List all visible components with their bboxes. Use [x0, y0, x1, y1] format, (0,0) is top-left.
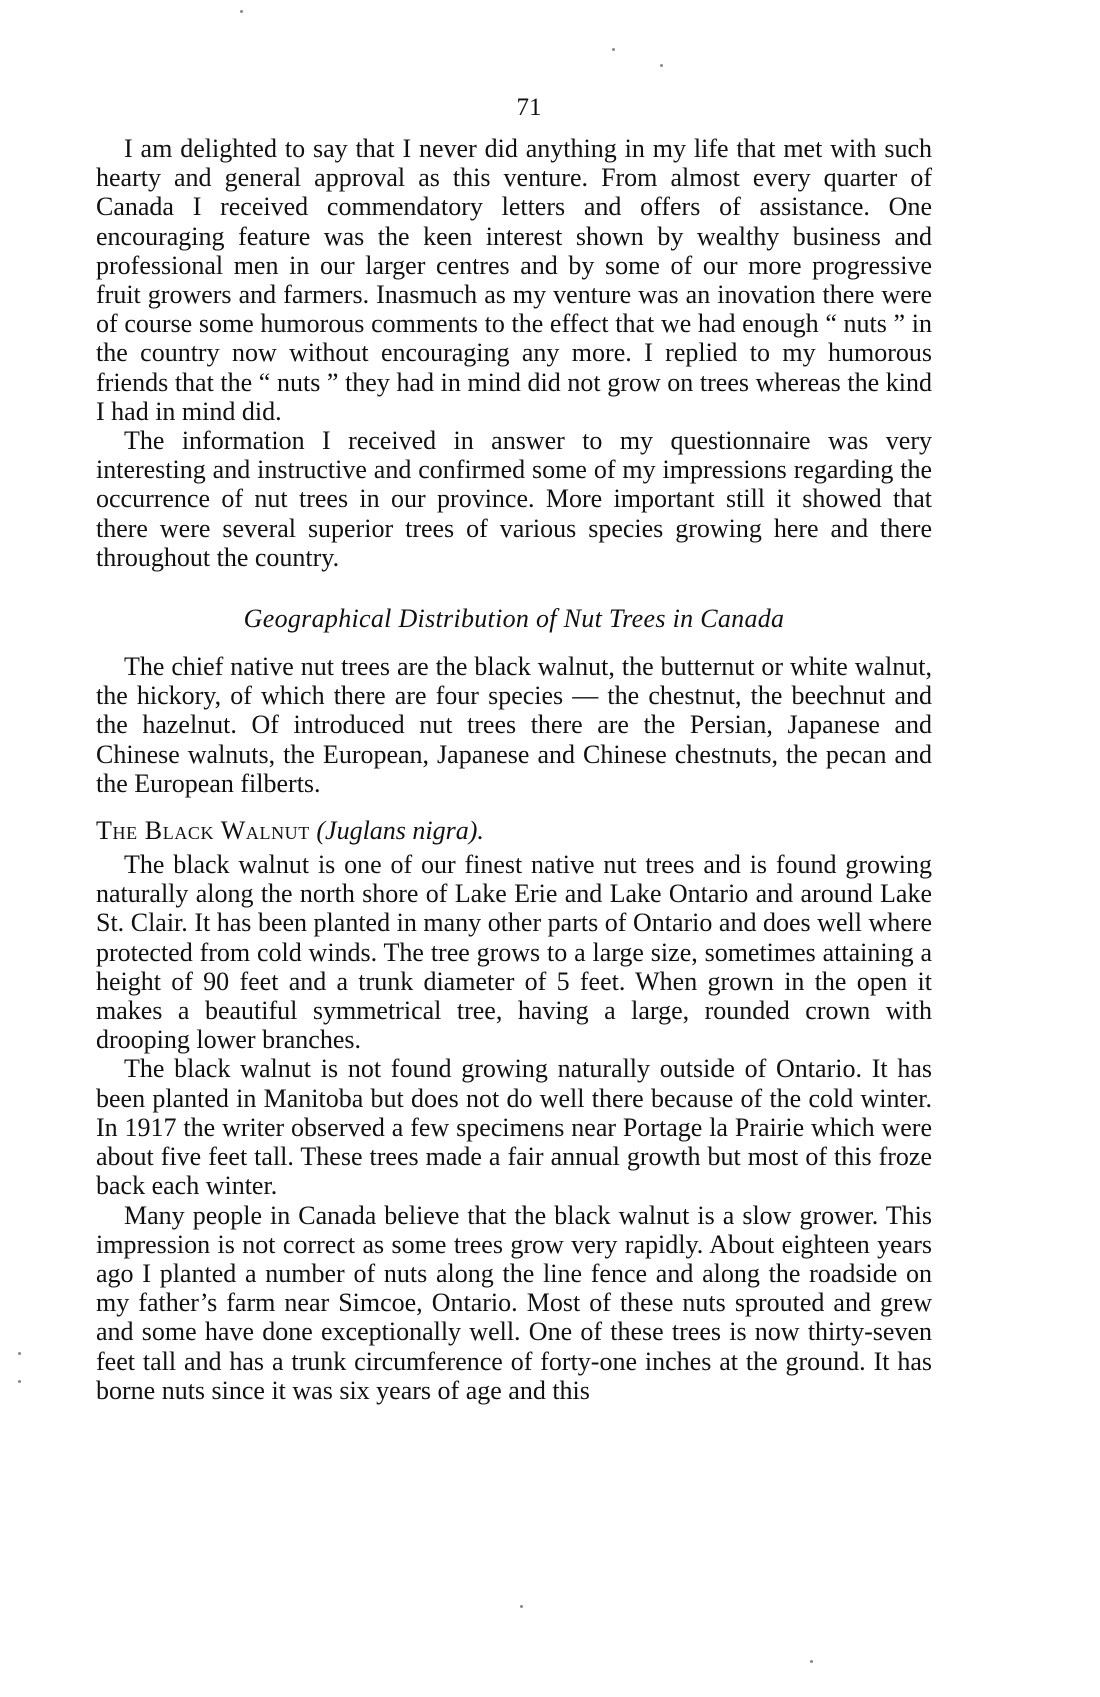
black-walnut-heading-name: The Black Walnut	[96, 816, 310, 846]
paper-speck	[810, 1660, 813, 1663]
paper-speck	[18, 1380, 21, 1383]
book-page	[96, 92, 932, 1405]
paper-speck	[240, 10, 243, 13]
intro-paragraph-1: I am delighted to say that I never did anything in my life that met with such hearty and general approval as this venture. From almost every quarter of Canada I received commendatory letters and offers of assistance. One encouraging feature was the keen interest shown by wealthy business and professional men in our larger centres and by some of our more progressive fruit growers and farmers. Inasmuch as my venture was an inovation there were of course some humorous comments to the effect that we had enough “ nuts ” in the country now without encouraging any more. I replied to my humorous friends that the “ nuts ” they had in mind did not grow on trees whereas the kind I had in mind did.	[96, 134, 932, 426]
paper-speck	[660, 64, 663, 67]
intro-paragraph-2: The information I received in answer to my questionnaire was very interesting and instructive and confirmed some of my impressions regarding the occurrence of nut trees in our province. More important still it showed that there were several superior trees of various species growing here and there throughout the country.	[96, 426, 932, 572]
black-walnut-paragraph-3: Many people in Canada believe that the black walnut is a slow grower. This impression is not correct as some trees grow very rapidly. About eighteen years ago I planted a number of nuts along the line fence and along the roadside on my father’s farm near Simcoe, Ontario. Most of these nuts sprouted and grew and some have done exceptionally well. One of these trees is now thirty-seven feet tall and has a trunk circumference of forty-one inches at the ground. It has borne nuts since it was six years of age and this	[96, 1200, 932, 1405]
section-heading: Geographical Distribution of Nut Trees in Canada	[243, 604, 785, 634]
black-walnut-heading	[96, 816, 932, 846]
paper-speck	[520, 1605, 523, 1608]
black-walnut-paragraph-2: The black walnut is not found growing naturally outside of Ontario. It has been planted in Manitoba but does not do well there because of the cold winter. In 1917 the writer observed a few specimens near Portage la Prairie which were about five feet tall. These trees made a fair annual growth but most of this froze back each winter.	[96, 1054, 932, 1201]
black-walnut-paragraph-1: The black walnut is one of our finest native nut trees and is found growing naturally along the north shore of Lake Erie and Lake Ontario and around Lake St. Clair. It has been planted in many other parts of Ontario and does well where protected from cold winds. The tree grows to a large size, sometimes attaining a height of 90 feet and a trunk diameter of 5 feet. When grown in the open it makes a beautiful symmetrical tree, having a large, rounded crown with drooping lower branches.	[96, 850, 932, 1055]
paper-speck	[18, 1352, 21, 1355]
distribution-paragraph: The chief native nut trees are the black walnut, the butternut or white walnut, the hickory, of which there are four species — the chestnut, the beechnut and the hazelnut. Of introduced nut trees there are the Persian, Japanese and Chinese walnuts, the European, Japanese and Chinese chestnuts, the pecan and the European filberts.	[96, 652, 932, 798]
paper-speck	[612, 48, 615, 51]
black-walnut-heading-latin: (Juglans nigra).	[316, 816, 484, 846]
page-number: 71	[516, 94, 542, 121]
